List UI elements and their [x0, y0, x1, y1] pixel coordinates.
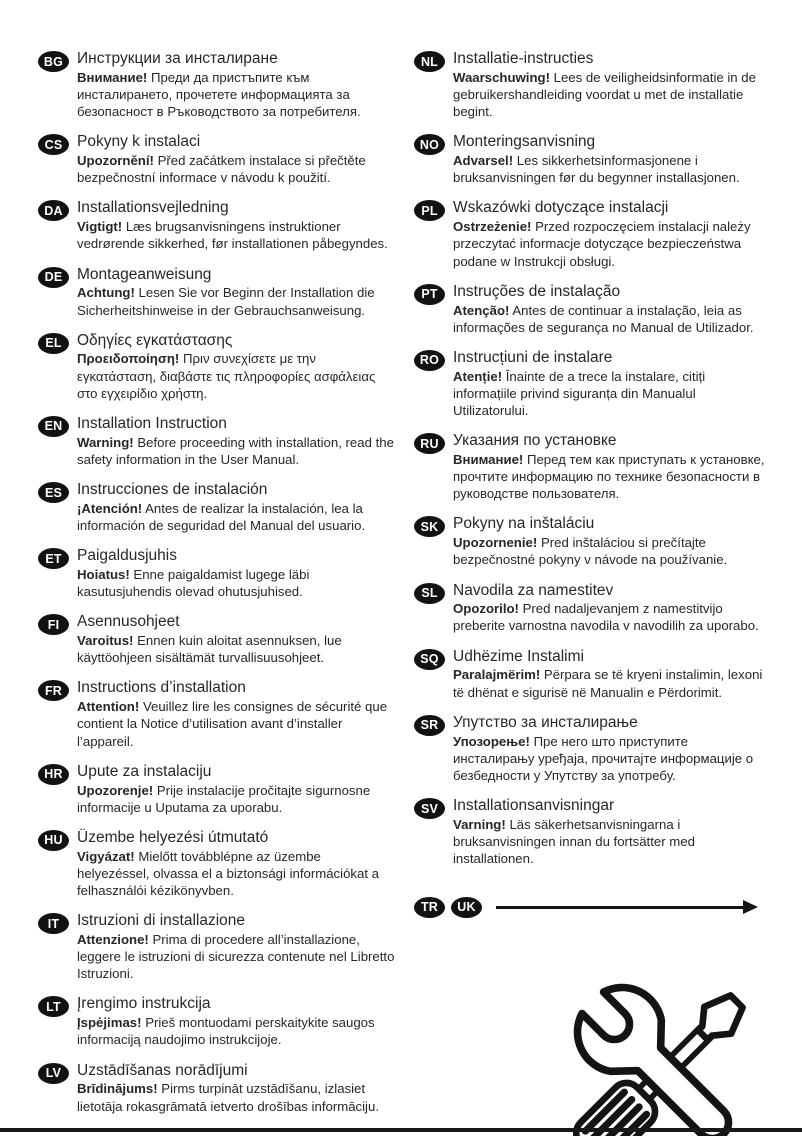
language-code-badge: LV	[38, 1063, 69, 1084]
section-body	[453, 534, 772, 568]
warning-body-text: Πριν συνεχίσετε με την εγκατάσταση, διαβάστε τις πληροφορίες ασφάλειας στο εγχειρίδιο χρήστη.	[77, 351, 376, 401]
section-text	[77, 199, 396, 252]
section-title: Installationsanvisningar	[453, 797, 615, 815]
warning-label: Atenție!	[453, 368, 503, 384]
section-text	[453, 199, 772, 269]
warning-body-text: Prije instalacije pročitajte sigurnosne informacije u Uputama za uporabu.	[77, 782, 371, 815]
section-body	[77, 434, 396, 468]
section-text	[453, 349, 772, 419]
warning-label: Attenzione!	[77, 931, 149, 947]
section-text	[453, 714, 772, 784]
section-title: Instrucciones de instalación	[77, 481, 268, 499]
language-code-badge-tr: TR	[414, 897, 445, 918]
section-body	[77, 69, 396, 120]
warning-body-text: Antes de realizar la instalación, lea la información de seguridad del Manual del usuario.	[77, 500, 366, 534]
section-title: Указания по установке	[453, 432, 617, 450]
warning-body-text: Před začátkem instalace si přečtěte bezpečnostní informace v návodu k použití.	[77, 153, 366, 186]
section-title: Asennusohjeet	[77, 613, 180, 631]
section-body	[453, 666, 772, 700]
language-section	[414, 582, 772, 635]
wrench-screwdriver-icon	[550, 960, 778, 1136]
warning-body-text: Pred nadaljevanjem z namestitvijo preberite varnostna navodila v navodilih za uporabo.	[453, 601, 759, 634]
section-title: Istruzioni di installazione	[77, 912, 246, 930]
section-text	[453, 133, 772, 186]
language-code-badge: EL	[38, 333, 69, 354]
section-body	[77, 698, 396, 749]
warning-body-text: Pred inštaláciou si prečítajte bezpečnostné pokyny v návode na používanie.	[453, 535, 728, 568]
language-code-badge: IT	[38, 913, 69, 934]
warning-body-text: Prieš montuodami perskaitykite saugos informaciją naudojimo instrukcijoje.	[77, 1015, 375, 1048]
warning-body-text: Ennen kuin aloitat asennuksen, lue käyttöohjeen sisältämät turvallisuusohjeet.	[77, 633, 342, 666]
section-body	[77, 848, 396, 899]
language-code-badge: HR	[38, 764, 69, 785]
language-code-badge: BG	[38, 51, 69, 72]
warning-label: Achtung!	[77, 285, 135, 301]
language-section	[38, 995, 396, 1048]
right-language-sections	[414, 50, 772, 880]
section-body	[77, 782, 396, 816]
section-title: Navodila za namestitev	[453, 581, 614, 599]
section-body	[453, 600, 772, 634]
section-title: Instruções de instalação	[453, 282, 621, 300]
section-body	[77, 1014, 396, 1048]
language-section	[414, 199, 772, 269]
warning-label: Προειδοποίηση!	[77, 351, 180, 367]
section-title: Udhëzime Instalimi	[453, 647, 584, 665]
section-text	[453, 582, 772, 635]
section-body	[453, 368, 772, 419]
language-code-badge: LT	[38, 996, 69, 1017]
section-body	[77, 566, 396, 600]
language-code-badge: RU	[414, 433, 445, 454]
warning-label: Vigyázat!	[77, 848, 135, 864]
warning-label: Vigtigt!	[77, 219, 123, 235]
section-title: Οδηγίες εγκατάστασης	[77, 331, 233, 349]
section-text	[77, 1062, 396, 1115]
warning-label: Внимание!	[77, 69, 148, 85]
language-section	[414, 133, 772, 186]
section-body	[77, 500, 396, 534]
language-code-badge: FR	[38, 680, 69, 701]
language-section	[414, 283, 772, 336]
section-text	[77, 133, 396, 186]
warning-label: Waarschuwing!	[453, 69, 550, 85]
section-body	[453, 218, 772, 269]
section-title: Installation Instruction	[77, 414, 227, 432]
language-section	[38, 50, 396, 120]
language-section	[38, 415, 396, 468]
language-code-badge: HU	[38, 830, 69, 851]
language-section	[38, 332, 396, 402]
warning-body-text: Before proceeding with installation, read the safety information in the User Manual.	[77, 434, 394, 467]
language-section	[38, 829, 396, 899]
section-body	[453, 69, 772, 120]
warning-label: Upozorenje!	[77, 782, 154, 798]
warning-body-text: Les sikkerhetsinformasjonene i bruksanvisningen før du begynner installasjonen.	[453, 153, 740, 186]
section-title: Upute za instalaciju	[77, 762, 212, 780]
language-code-badge: SR	[414, 715, 445, 736]
warning-label: Varoitus!	[77, 633, 134, 649]
warning-label: Atenção!	[453, 302, 510, 318]
section-title: Installationsvejledning	[77, 199, 229, 217]
column-left	[38, 50, 396, 1136]
language-section	[38, 481, 396, 534]
warning-label: Attention!	[77, 699, 140, 715]
language-code-badge: PL	[414, 200, 445, 221]
language-section	[414, 714, 772, 784]
section-body	[453, 451, 772, 502]
warning-label: Hoiatus!	[77, 567, 130, 582]
section-text	[77, 266, 396, 319]
warning-body-text: Преди да пристъпите към инсталирането, прочетете информацията за безопасност в Ръководството за потребителя.	[77, 69, 361, 120]
language-section	[414, 349, 772, 419]
language-section	[38, 547, 396, 600]
warning-label: Opozorilo!	[453, 601, 519, 617]
page-bottom-rule	[0, 1128, 802, 1132]
warning-body-text: Lesen Sie vor Beginn der Installation die Sicherheitshinweise in der Gebrauchsanweisung.	[77, 285, 375, 318]
section-text	[77, 912, 396, 982]
language-section	[38, 1062, 396, 1115]
section-text	[453, 515, 772, 568]
section-body	[77, 152, 396, 186]
language-section	[38, 133, 396, 186]
section-body	[453, 152, 772, 186]
section-text	[77, 50, 396, 120]
language-section	[38, 679, 396, 749]
section-body	[77, 1080, 396, 1114]
language-section	[414, 515, 772, 568]
warning-body-text: Përpara se të kryeni instalimin, lexoni të dhënat e sigurisë në Manualin e Përdorimit.	[453, 667, 763, 700]
warning-label: Упозорење!	[453, 733, 530, 749]
section-body	[77, 632, 396, 666]
language-section	[38, 763, 396, 816]
section-text	[453, 797, 772, 867]
section-text	[77, 829, 396, 899]
section-body	[77, 931, 396, 982]
section-body	[77, 350, 396, 401]
warning-label: Внимание!	[453, 451, 524, 467]
warning-label: Upozornenie!	[453, 535, 538, 551]
warning-body-text: Pirms turpināt uzstādīšanu, izlasiet lietotāja rokasgrāmatā ietverto drošības informāciju.	[77, 1081, 379, 1114]
language-section	[38, 266, 396, 319]
warning-body-text: Mielőtt továbblépne az üzembe helyezéssel, olvassa el a biztonsági információkat a felhasználói kézikönyvben.	[77, 848, 380, 898]
warning-body-text: Înainte de a trece la instalare, citiți informațiile privind siguranța din Manualul Utilizatorului.	[453, 368, 706, 418]
warning-body-text: Prima di procedere all’installazione, leggere le istruzioni di sicurezza contenute nel Libretto Istruzioni.	[77, 931, 395, 982]
section-text	[77, 679, 396, 749]
warning-label: Įspėjimas!	[77, 1015, 142, 1031]
language-code-badge: CS	[38, 134, 69, 155]
language-code-badge: FI	[38, 614, 69, 635]
language-section	[414, 648, 772, 701]
content-columns	[38, 50, 772, 1136]
section-text	[453, 50, 772, 120]
language-section	[38, 199, 396, 252]
warning-body-text: Przed rozpoczęciem instalacji należy przeczytać informacje dotyczące bezpieczeństwa podane w Instrukcji obsługi.	[453, 219, 751, 269]
warning-body-text: Läs säkerhetsanvisningarna i bruksanvisningen innan du fortsätter med installationen.	[453, 816, 695, 867]
arrow-right-icon	[496, 906, 744, 909]
section-body	[77, 284, 396, 318]
language-section	[414, 797, 772, 867]
language-code-badge-uk: UK	[451, 897, 482, 918]
section-title: Инструкции за инсталиране	[77, 50, 278, 67]
language-section	[414, 432, 772, 502]
section-body	[453, 733, 772, 784]
section-title: Üzembe helyezési útmutató	[77, 828, 269, 846]
column-right	[414, 50, 772, 1136]
language-code-badge: SL	[414, 583, 445, 604]
warning-body-text: Lees de veiligheidsinformatie in de gebruikershandleiding voordat u met de installatie begint.	[453, 69, 756, 120]
warning-label: Upozornění!	[77, 153, 154, 169]
section-text	[453, 432, 772, 502]
section-body	[453, 816, 772, 867]
warning-label: Paralajmërim!	[453, 667, 541, 683]
warning-body-text: Enne paigaldamist lugege läbi kasutusjuhendis olevad ohutusjuhised.	[77, 567, 310, 600]
language-code-badge: NL	[414, 51, 445, 72]
warning-body-text: Antes de continuar a instalação, leia as informações de segurança no Manual de Utilizador.	[453, 302, 754, 335]
language-code-badge: SV	[414, 798, 445, 819]
warning-body-text: Veuillez lire les consignes de sécurité que contient la Notice d’utilisation avant d’installer l’appareil.	[77, 699, 388, 749]
section-body	[453, 302, 772, 336]
language-code-badge: SQ	[414, 649, 445, 670]
warning-label: Advarsel!	[453, 153, 514, 169]
language-code-badge: SK	[414, 516, 445, 537]
language-code-badge: DE	[38, 267, 69, 288]
language-code-badge: ET	[38, 548, 69, 569]
section-title: Uzstādīšanas norādījumi	[77, 1061, 248, 1079]
language-section	[38, 613, 396, 666]
warning-body-text: Пре него што приступите инсталирању уређаја, прочитајте информације о безбедности у Упутству за употребу.	[453, 733, 754, 783]
section-title: Monteringsanvisning	[453, 133, 596, 151]
tr-uk-row	[414, 896, 772, 918]
language-code-badge: ES	[38, 482, 69, 503]
warning-label: Varning!	[453, 816, 506, 832]
language-code-badge: DA	[38, 200, 69, 221]
warning-label: ¡Atención!	[77, 500, 143, 516]
language-section	[38, 912, 396, 982]
section-title: Paigaldusjuhis	[77, 547, 177, 565]
section-text	[77, 613, 396, 666]
section-title: Wskazówki dotyczące instalacji	[453, 199, 669, 217]
section-title: Упутство за инсталирање	[453, 713, 638, 731]
section-text	[77, 332, 396, 402]
language-code-badge: RO	[414, 350, 445, 371]
warning-label: Brīdinājums!	[77, 1081, 158, 1097]
section-title: Montageanweisung	[77, 265, 212, 283]
section-text	[77, 481, 396, 534]
warning-label: Warning!	[77, 434, 134, 450]
section-text	[453, 648, 772, 701]
warning-body-text: Læs brugsanvisningens instruktioner vedrørende sikkerhed, før installationen påbegyndes.	[77, 219, 388, 252]
section-title: Installatie-instructies	[453, 50, 594, 67]
section-text	[453, 283, 772, 336]
section-title: Pokyny na inštaláciu	[453, 515, 595, 533]
section-text	[77, 415, 396, 468]
warning-label: Ostrzeżenie!	[453, 219, 532, 235]
language-code-badge: EN	[38, 416, 69, 437]
section-text	[77, 763, 396, 816]
section-title: Instrucțiuni de instalare	[453, 348, 613, 366]
section-title: Instructions d’installation	[77, 679, 246, 697]
section-title: Pokyny k instalaci	[77, 133, 201, 151]
language-code-badge: PT	[414, 284, 445, 305]
section-title: Įrengimo instrukcija	[77, 995, 211, 1013]
language-section	[414, 50, 772, 120]
language-code-badge: NO	[414, 134, 445, 155]
section-body	[77, 218, 396, 252]
section-text	[77, 995, 396, 1048]
section-text	[77, 547, 396, 600]
warning-body-text: Перед тем как приступать к установке, прочтите информацию по технике безопасности в руководстве пользователя.	[453, 451, 765, 502]
